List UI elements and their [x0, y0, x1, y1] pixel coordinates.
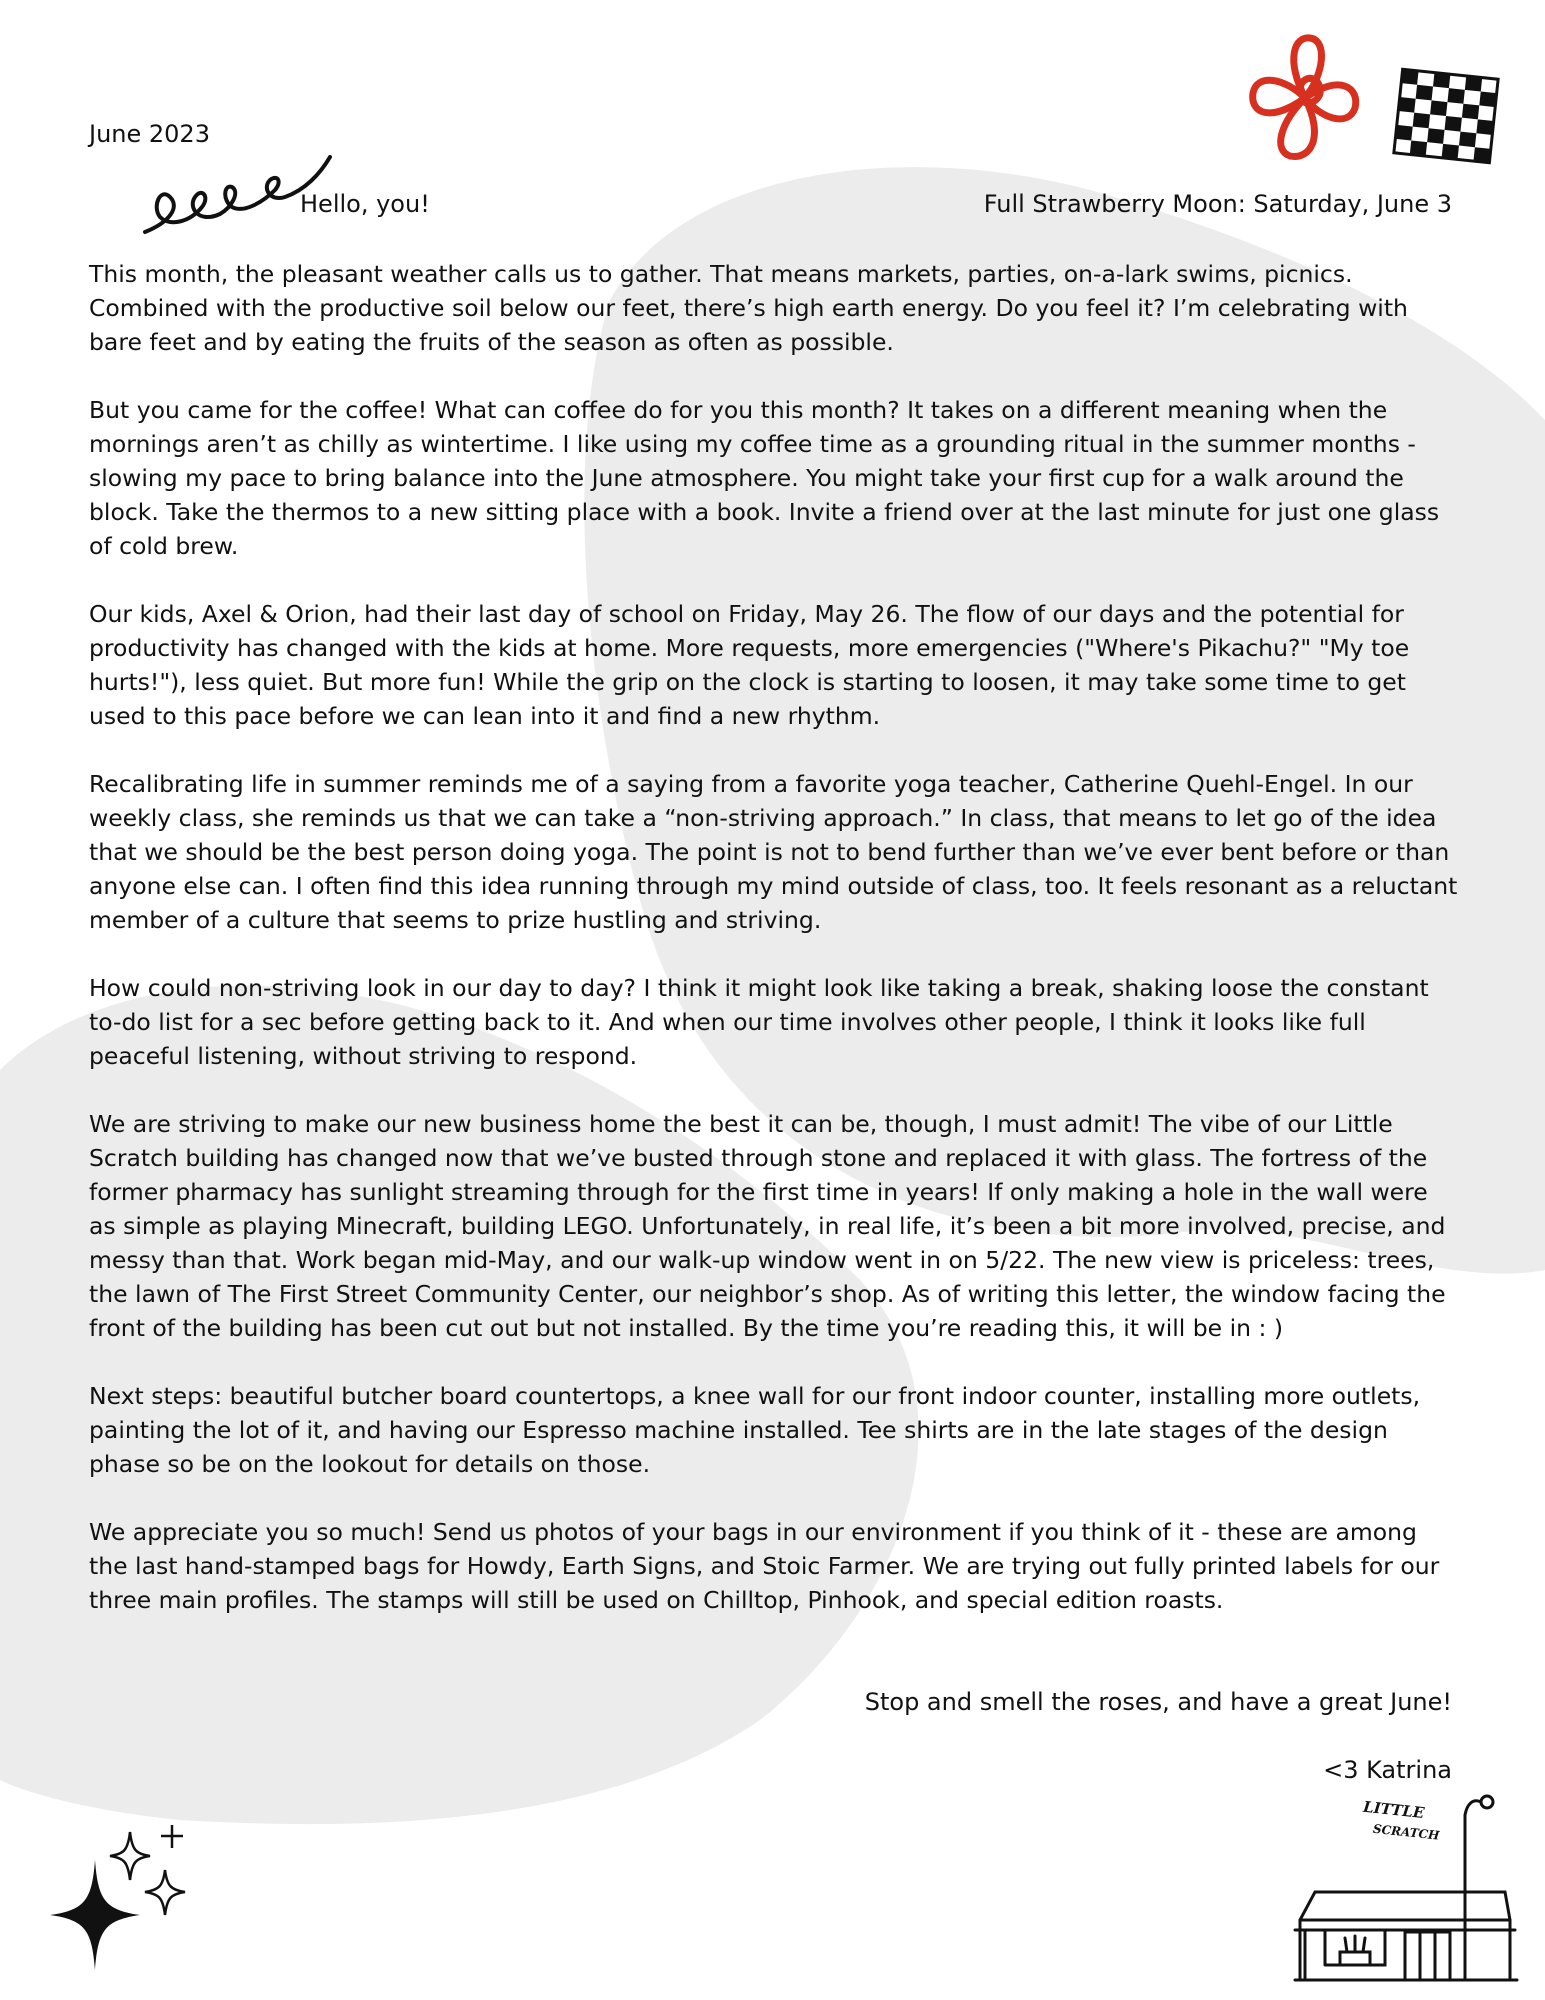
paragraph: But you came for the coffee! What can coffee do for you this month? It takes on a different meaning when the mornings aren’t as chilly as wintertime. I like using my coffee time as a grounding ritual in the summer months - slowing my pace to bring balance into the June atmosphere. You might take your first cup for a walk around the block. Take the thermos to a new sitting place with a book. Invite a friend over at the last minute for just one glass of cold brew. [89, 396, 1440, 560]
signature: <3 Katrina [1323, 1756, 1452, 1784]
checkerboard-icon [1388, 66, 1504, 166]
storefront-illustration [1285, 1780, 1525, 1985]
little-scratch-logo [1361, 1798, 1440, 1843]
greeting-block [140, 152, 440, 242]
sparkle-icon [40, 1820, 200, 1980]
scribble-flower-icon [1245, 28, 1365, 168]
closing-line: Stop and smell the roses, and have a great June! [864, 1688, 1452, 1716]
paragraph: How could non-striving look in our day to day? I think it might look like taking a break, shaking loose the constant to-do list for a sec before getting back to it. And when our time involves other people, I think it looks like full peaceful listening, without striving to respond. [89, 974, 1429, 1070]
paragraph: This month, the pleasant weather calls us to gather. That means markets, parties, on-a-lark swims, picnics. Combined with the productive soil below our feet, there’s high earth energy. Do you feel it? I’m celebrating with bare feet and by eating the fruits of the season as often as possible. [89, 260, 1408, 356]
paragraph: Recalibrating life in summer reminds me of a saying from a favorite yoga teacher, Catherine Quehl-Engel. In our weekly class, she reminds us that we can take a “non-striving approach.” In class, that means to let go of the idea that we should be the best person doing yoga. The point is not to bend further than we’ve ever bent before or than anyone else can. I often find this idea running through my mind outside of class, too. It feels resonant as a reluctant member of a culture that seems to prize hustling and striving. [89, 770, 1458, 934]
letter-date: June 2023 [89, 120, 210, 148]
paragraph: We appreciate you so much! Send us photos of your bags in our environment if you think of it - these are among the last hand-stamped bags for Howdy, Earth Signs, and Stoic Farmer. We are trying out fully printed labels for our three main profiles. The stamps will still be used on Chilltop, Pinhook, and special edition roasts. [89, 1518, 1440, 1614]
moon-note: Full Strawberry Moon: Saturday, June 3 [983, 190, 1452, 218]
letter-body [89, 257, 1459, 1651]
paragraph: Our kids, Axel & Orion, had their last day of school on Friday, May 26. The flow of our days and the potential for productivity has changed with the kids at home. More requests, more emergencies ("Where's Pikachu?" "My toe hurts!"), less quiet. But more fun! While the grip on the clock is starting to loosen, it may take some time to get used to this pace before we can lean into it and find a new rhythm. [89, 600, 1410, 730]
greeting: Hello, you! [300, 190, 430, 218]
paragraph: Next steps: beautiful butcher board countertops, a knee wall for our front indoor counter, installing more outlets, painting the lot of it, and having our Espresso machine installed. Tee shirts are in the late stages of the design phase so be on the lookout for details on those. [89, 1382, 1421, 1478]
svg-text:LITTLE: LITTLE [1362, 1797, 1426, 1823]
svg-text:SCRATCH: SCRATCH [1372, 1821, 1441, 1843]
paragraph: We are striving to make our new business home the best it can be, though, I must admit! The vibe of our Little Scratch building has changed now that we’ve busted through stone and replaced it with glass. The fortress of the former pharmacy has sunlight streaming through for the first time in years! If only making a hole in the wall were as simple as playing Minecraft, building LEGO. Unfortunately, in real life, it’s been a bit more involved, precise, and messy than that. Work began mid-May, and our walk-up window went in on 5/22. The new view is priceless: trees, the lawn of The First Street Community Center, our neighbor’s shop. As of writing this letter, the window facing the front of the building has been cut out but not installed. By the time you’re reading this, it will be in : ) [89, 1110, 1446, 1342]
